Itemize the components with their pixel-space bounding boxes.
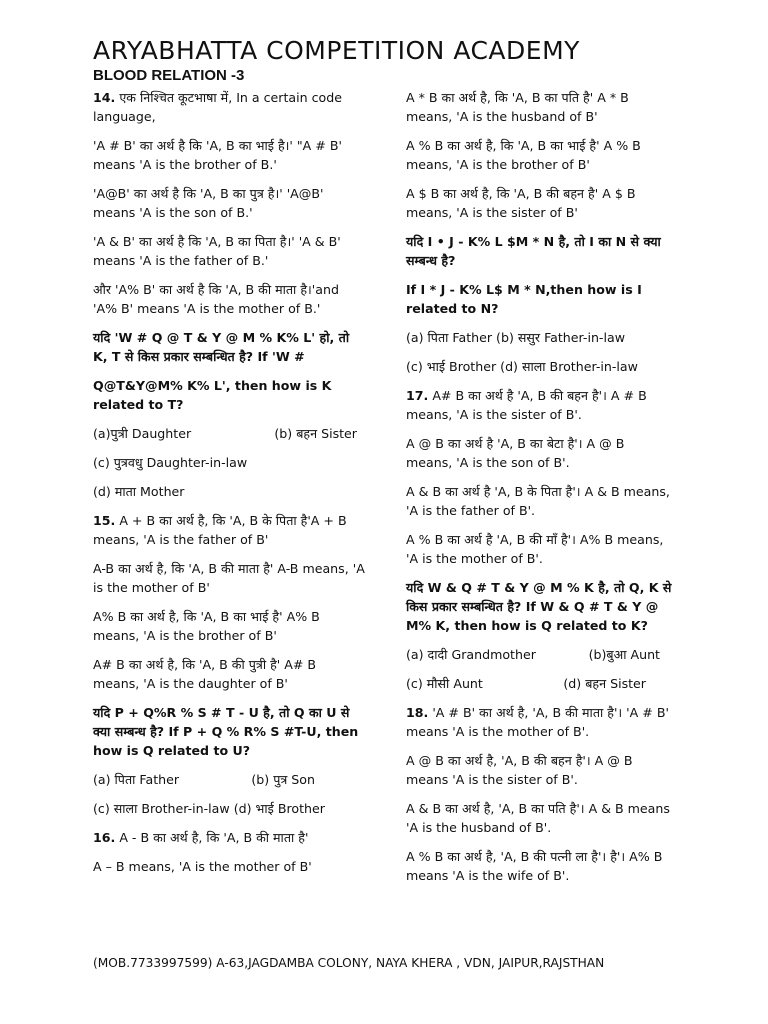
q14-intro-text: एक निश्चित कूटभाषा में, In a certain code language, <box>93 90 342 124</box>
q17-rule-4: A % B का अर्थ है 'A, B की माँ है'। A% B means, 'A is the mother of B'. <box>406 532 664 566</box>
q15-rule-1-text: A + B का अर्थ है, कि 'A, B के पिता है'A + B means, 'A is the father of B' <box>93 513 347 547</box>
q15-rule-2: A-B का अर्थ है, कि 'A, B की माता है' A-B means, 'A is the mother of B' <box>93 561 365 595</box>
q18-rule-1 <box>406 703 674 741</box>
q14-option-c: (c) पुत्रवधु Daughter-in-law <box>93 455 248 470</box>
left-column <box>93 88 365 886</box>
q17-options-ab <box>406 645 674 664</box>
q14-rule-4: और 'A% B' का अर्थ है कि 'A, B की माता है।'and 'A% B' means 'A is the mother of B.' <box>93 282 339 316</box>
q18-rule-4: A % B का अर्थ है, 'A, B की पत्नी ला है'। है'। A% B means 'A is the wife of B'. <box>406 849 663 883</box>
footer-contact: (MOB.7733997599) A-63,JAGDAMBA COLONY, NAYA KHERA , VDN, JAIPUR,RAJSTHAN <box>93 956 605 970</box>
q16-rule-3: A % B का अर्थ है, कि 'A, B का भाई है' A % B means, 'A is the brother of B' <box>406 138 641 172</box>
q18-rule-2: A @ B का अर्थ है, 'A, B की बहन है'। A @ B means 'A is the sister of B'. <box>406 753 633 787</box>
q15-question: यदि P + Q%R % S # T - U है, तो Q का U से क्या सम्बन्ध है? If P + Q % R% S #T-U, then how is Q related to U? <box>93 705 359 758</box>
q17-rule-1 <box>406 386 674 424</box>
q18-rule-1-text: 'A # B' का अर्थ है, 'A, B की माता है'। 'A # B' means 'A is the mother of B'. <box>406 705 669 739</box>
q16-number: 16. <box>93 830 116 845</box>
q14-option-d: (d) माता Mother <box>93 484 185 499</box>
q17-options-cd <box>406 674 674 693</box>
q17-option-c: (c) मौसी Aunt <box>406 676 483 691</box>
right-column <box>406 88 674 895</box>
q15-option-b: (b) पुत्र Son <box>251 772 315 787</box>
q15-options-cd: (c) साला Brother-in-law (d) भाई Brother <box>93 801 325 816</box>
q16-options-ab: (a) पिता Father (b) ससुर Father-in-law <box>406 330 625 345</box>
q16-rule-1-text: A - B का अर्थ है, कि 'A, B की माता है' <box>115 830 309 845</box>
q17-rule-1-text: A# B का अर्थ है 'A, B की बहन है'। A # B means, 'A is the sister of B'. <box>406 388 647 422</box>
q18-number: 18. <box>406 705 429 720</box>
q15-rule-1 <box>93 511 365 549</box>
q17-option-d: (d) बहन Sister <box>563 676 646 691</box>
q16-rule-1-english: A – B means, 'A is the mother of B' <box>93 859 312 874</box>
q16-question-hindi: यदि I • J - K% L $M * N है, तो I का N से क्या सम्बन्ध है? <box>406 234 661 268</box>
q14-question-english: Q@T&Y@M% K% L', then how is K related to T? <box>93 378 332 412</box>
q16-rule-2: A * B का अर्थ है, कि 'A, B का पति है' A * B means, 'A is the husband of B' <box>406 90 629 124</box>
q17-number: 17. <box>406 388 429 403</box>
academy-title: ARYABHATTA COMPETITION ACADEMY <box>93 36 580 65</box>
q14-rule-1: 'A # B' का अर्थ है कि 'A, B का भाई है।' "A # B' means 'A is the brother of B.' <box>93 138 342 172</box>
q14-number: 14. <box>93 90 116 105</box>
q14-rule-2: 'A@B' का अर्थ है कि 'A, B का पुत्र है।' 'A@B' means 'A is the son of B.' <box>93 186 324 220</box>
q14-rule-3: 'A & B' का अर्थ है कि 'A, B का पिता है।' 'A & B' means 'A is the father of B.' <box>93 234 341 268</box>
q15-options-ab <box>93 770 365 789</box>
q17-option-a: (a) दादी Grandmother <box>406 647 536 662</box>
q15-rule-4: A# B का अर्थ है, कि 'A, B की पुत्री है' A# B means, 'A is the daughter of B' <box>93 657 317 691</box>
q16-rule-4: A $ B का अर्थ है, कि 'A, B की बहन है' A $ B means, 'A is the sister of B' <box>406 186 636 220</box>
section-title: BLOOD RELATION -3 <box>93 67 245 84</box>
q14-option-a: (a)पुत्री Daughter <box>93 426 192 441</box>
q16-question-english: If I * J - K% L$ M * N,then how is I related to N? <box>406 282 642 316</box>
q15-number: 15. <box>93 513 116 528</box>
q15-rule-3: A% B का अर्थ है, कि 'A, B का भाई है' A% B means, 'A is the brother of B' <box>93 609 320 643</box>
q16-rule-1 <box>93 828 365 847</box>
q14-intro <box>93 88 365 126</box>
q18-rule-3: A & B का अर्थ है, 'A, B का पति है'। A & B means 'A is the husband of B'. <box>406 801 670 835</box>
q14-option-b: (b) बहन Sister <box>274 426 357 441</box>
q17-question: यदि W & Q # T & Y @ M % K है, तो Q, K से किस प्रकार सम्बन्धित है? If W & Q # T & Y @ M% K, then how is Q related to K? <box>406 580 672 633</box>
q15-option-a: (a) पिता Father <box>93 772 180 787</box>
q14-question-hindi: यदि 'W # Q @ T & Y @ M % K% L' हो, तो K, T से किस प्रकार सम्बन्धित है? If 'W # <box>93 330 350 364</box>
q17-rule-2: A @ B का अर्थ है 'A, B का बेटा है'। A @ B means, 'A is the son of B'. <box>406 436 625 470</box>
q17-rule-3: A & B का अर्थ है 'A, B के पिता है'। A & B means, 'A is the father of B'. <box>406 484 670 518</box>
q14-options-ab <box>93 424 365 443</box>
q17-option-b: (b)बुआ Aunt <box>588 647 660 662</box>
q16-options-cd: (c) भाई Brother (d) साला Brother-in-law <box>406 359 638 374</box>
